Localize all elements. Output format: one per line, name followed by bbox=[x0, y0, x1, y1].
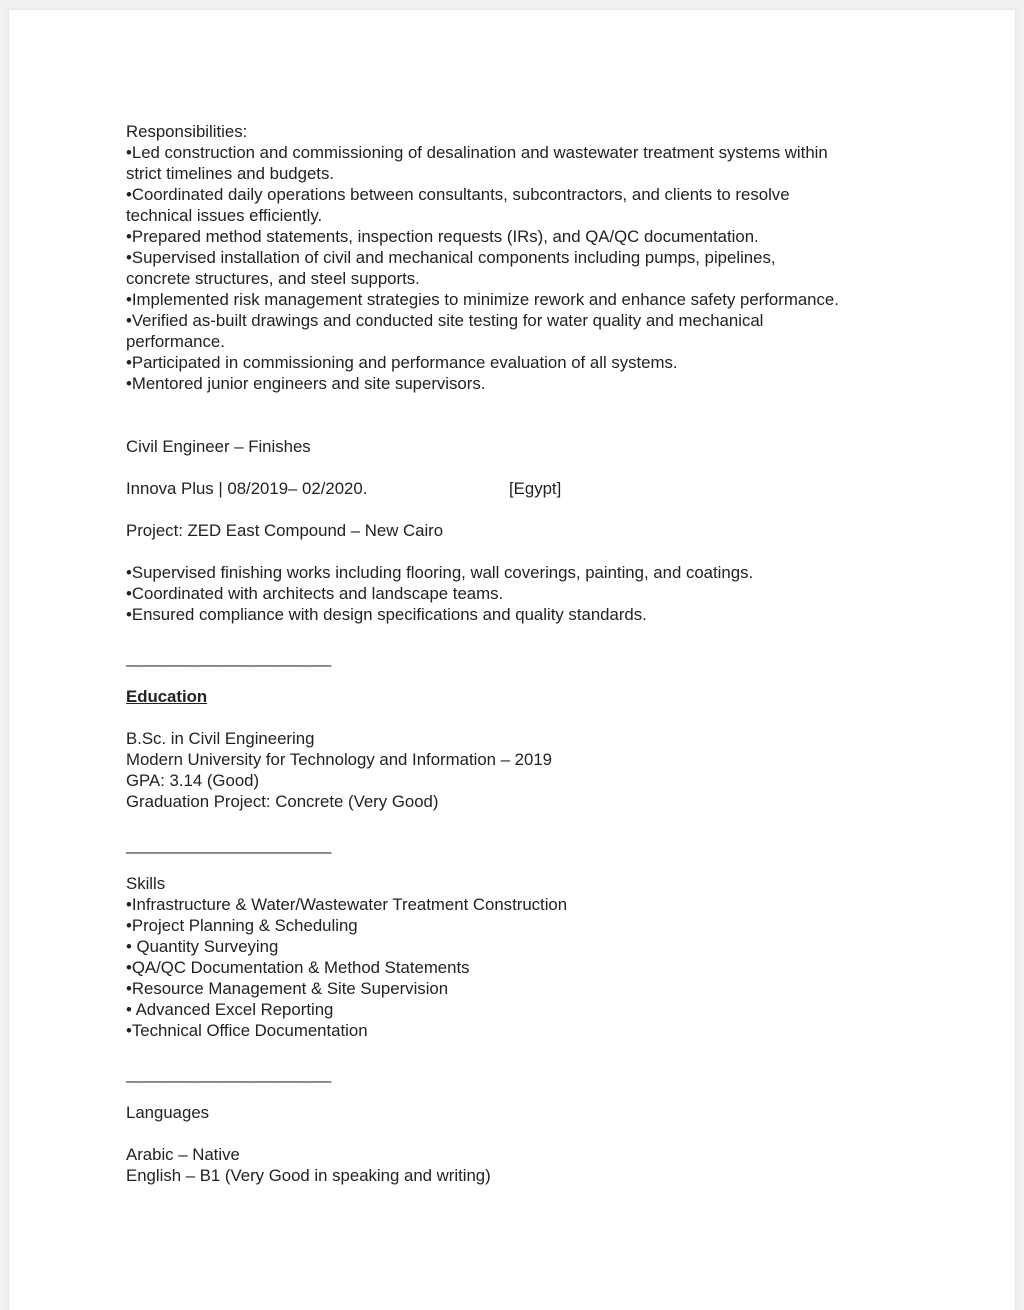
skills-heading: Skills bbox=[126, 874, 166, 893]
text-line: •Resource Management & Site Supervision bbox=[126, 979, 449, 998]
text-line: •Infrastructure & Water/Wastewater Treatment Construction bbox=[126, 895, 568, 914]
skills-section bbox=[126, 873, 916, 1041]
text-line: •Technical Office Documentation bbox=[126, 1021, 368, 1040]
text-line: B.Sc. in Civil Engineering bbox=[126, 729, 315, 748]
experience-bullets bbox=[126, 562, 916, 625]
company-period: Innova Plus | 08/2019– 02/2020. bbox=[126, 479, 368, 498]
text-line: •Mentored junior engineers and site supervisors. bbox=[126, 374, 486, 393]
resume-content bbox=[126, 121, 916, 1186]
text-line: •Supervised installation of civil and mechanical components including pumps, pipelines, bbox=[126, 248, 776, 267]
education-heading-text: Education bbox=[126, 687, 208, 706]
text-line: Graduation Project: Concrete (Very Good) bbox=[126, 792, 439, 811]
text-line: concrete structures, and steel supports. bbox=[126, 269, 420, 288]
section-divider: ______________________ bbox=[126, 1064, 332, 1083]
text-line: •Ensured compliance with design specifications and quality standards. bbox=[126, 605, 647, 624]
text-line: technical issues efficiently. bbox=[126, 206, 323, 225]
text-line: •Verified as-built drawings and conducted site testing for water quality and mechanical bbox=[126, 311, 764, 330]
text-line: Modern University for Technology and Information – 2019 bbox=[126, 750, 552, 769]
company-period-line bbox=[126, 478, 916, 499]
text-line: •QA/QC Documentation & Method Statements bbox=[126, 958, 470, 977]
section-divider: ______________________ bbox=[126, 648, 332, 667]
project-line: Project: ZED East Compound – New Cairo bbox=[126, 521, 444, 540]
section-divider: ______________________ bbox=[126, 835, 332, 854]
text-line: •Supervised finishing works including flooring, wall coverings, painting, and coatings. bbox=[126, 563, 754, 582]
text-line: performance. bbox=[126, 332, 225, 351]
job-title: Civil Engineer – Finishes bbox=[126, 437, 311, 456]
languages-heading: Languages bbox=[126, 1103, 210, 1122]
text-line: •Led construction and commissioning of desalination and wastewater treatment systems within bbox=[126, 143, 828, 162]
responsibilities-section bbox=[126, 121, 916, 394]
text-line: •Prepared method statements, inspection requests (IRs), and QA/QC documentation. bbox=[126, 227, 759, 246]
text-line: •Implemented risk management strategies to minimize rework and enhance safety performance. bbox=[126, 290, 839, 309]
text-line: •Coordinated daily operations between consultants, subcontractors, and clients to resolve bbox=[126, 185, 790, 204]
text-line: English – B1 (Very Good in speaking and writing) bbox=[126, 1166, 491, 1185]
text-line: GPA: 3.14 (Good) bbox=[126, 771, 260, 790]
resume-page bbox=[8, 9, 1016, 1310]
responsibilities-heading: Responsibilities: bbox=[126, 122, 248, 141]
education-section bbox=[126, 686, 916, 812]
job-location: [Egypt] bbox=[509, 479, 562, 498]
text-line: strict timelines and budgets. bbox=[126, 164, 335, 183]
education-details bbox=[126, 728, 916, 812]
text-line: • Quantity Surveying bbox=[126, 937, 279, 956]
text-line: •Participated in commissioning and performance evaluation of all systems. bbox=[126, 353, 678, 372]
text-line: • Advanced Excel Reporting bbox=[126, 1000, 334, 1019]
text-line: •Coordinated with architects and landscape teams. bbox=[126, 584, 504, 603]
text-line: Arabic – Native bbox=[126, 1145, 240, 1164]
education-heading bbox=[126, 686, 916, 707]
experience-section bbox=[126, 436, 916, 625]
languages-details bbox=[126, 1144, 916, 1186]
text-line: •Project Planning & Scheduling bbox=[126, 916, 358, 935]
languages-section bbox=[126, 1102, 916, 1186]
